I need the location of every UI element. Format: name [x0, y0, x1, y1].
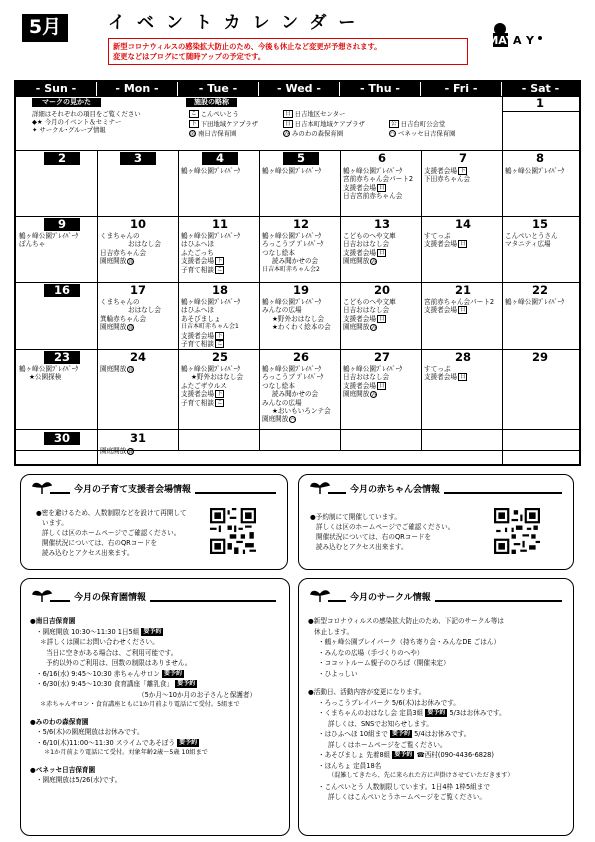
day-1: 1: [535, 96, 544, 110]
day-5: 5: [283, 152, 319, 165]
hoikuen-title: 今月の保育園情報: [70, 593, 150, 603]
day-27: 27: [373, 350, 390, 364]
weekday-fri: - Fri -: [421, 82, 502, 96]
day-10: 10: [129, 217, 146, 231]
day-18: 18: [211, 283, 228, 297]
events-day-28: すてっぷ 支援者会場 日: [424, 365, 466, 382]
facility-hiyoshi-honcho: 日 日吉本町地域ケアプラザ: [285, 120, 365, 128]
events-day-27: 鶴ヶ峰公園ﾌﾟﾚｲﾊﾟｰｸ 日吉おはなし会 支援者会場 日 園庭開放 み: [343, 365, 403, 399]
legend-line-2: ◆★ 今月のイベント＆セミナー: [32, 118, 122, 126]
day-16: 16: [44, 284, 80, 297]
weekday-sat: - Sat -: [502, 82, 579, 96]
logo-letter-m: MAY: [487, 34, 514, 47]
events-day-23: 鶴ヶ峰公園ﾌﾟﾚｲﾊﾟｰｸ ★公園探検: [19, 365, 79, 382]
facilities-title: 施設の略称: [186, 98, 237, 107]
day-30: 30: [44, 432, 80, 445]
day-4: 4: [202, 152, 238, 165]
notice-box: [108, 38, 468, 65]
weekday-wed: - Wed -: [259, 82, 340, 96]
day-15: 15: [531, 217, 548, 231]
facility-hiyoshi-center: 日 日吉地区センター: [285, 110, 346, 118]
kosodate-title: 今月の子育て支援者会場情報: [70, 485, 195, 495]
day-11: 11: [211, 217, 228, 231]
day-8: 8: [535, 151, 544, 165]
month-badge: 5月: [22, 14, 68, 42]
events-day-12: 鶴ヶ峰公園ﾌﾟﾚｲﾊﾟｰｸ ろっこうブ ﾌﾟﾚｲﾊﾟｰｸ つなし絵本 読み聞かせの会 日吉本町赤ちゃん会2: [262, 232, 324, 273]
legend-line-3: ✦ サークル･グループ情報: [32, 126, 106, 134]
day-24: 24: [129, 350, 146, 364]
events-day-21: 宮前赤ちゃん会パート2 支援者会場 日: [424, 298, 495, 315]
events-day-11: 鶴ヶ峰公園ﾌﾟﾚｲﾊﾟｰｸ はひふへほ ふたごっち 支援者会場 下 子育て相談 こ: [181, 232, 241, 274]
akachan-body: ●予約制にて開催しています。 詳しくは区のホームページでご確認ください。 開催状況については、右のQRコードを 読み込むとアクセス出来ます。: [310, 513, 455, 551]
day-31: 31: [129, 431, 146, 445]
day-23: 23: [44, 351, 80, 364]
hoikuen-body: ●南日吉保育園 ・園庭開放 10:30～11:30 1日5組 要予約 ＊詳しくは園にお問い合わせください。 当日に空きがある場合は、ご利用可能です。 予約以外のご利用は、回数の制限はありません。 ・6/16(水) 9:45～10:30 赤ちゃんサロン 要予約 ・6/30(水) 9:45～10:30 食育講座「離乳食」 要予約 （5か月～10か月のお子さんと保護者） ＊赤ちゃんサロン・食育講座ともに1か月前より電話にて受付。5組まで ●みのわの森保育園 ・5/6(木)の園庭開放はお休みです。 ・6/10(木)11:00～11:30 スライムであそぼう 要予約 ＊1か月前より電話にて受付。対象年齢2歳～5歳 10組まで ●ベネッセ日吉保育園 ・園庭開放は5/26(水)です。: [30, 617, 257, 784]
day-7: 7: [458, 151, 467, 165]
legend-title: マークの見かた: [32, 98, 101, 107]
events-day-9: 鶴ヶ峰公園ﾌﾟﾚｲﾊﾟｰｸ ぽんちゃ: [19, 232, 79, 249]
notice-line-1: 新型コロナウィルスの感染拡大防止のため、今後も休止など変更が予想されます。: [113, 42, 382, 51]
facility-shimoda: 下 下田地域ケアプラザ: [191, 120, 259, 128]
events-day-10: くまちゃんの おはなし会 日吉赤ちゃん会 園庭開放 南: [100, 232, 161, 266]
events-day-24: 園庭開放 南: [100, 365, 134, 373]
events-day-14: すてっぷ 支援者会場 日: [424, 232, 466, 249]
weekday-mon: - Mon -: [97, 82, 178, 96]
day-28: 28: [454, 350, 471, 364]
events-day-17: くまちゃんの おはなし会 箕輪赤ちゃん会 園庭開放 南: [100, 298, 161, 332]
facility-konpeito: こ こんぺいとう: [191, 110, 239, 118]
weekday-thu: - Thu -: [340, 82, 421, 96]
phone-icon: ☎: [416, 751, 425, 759]
events-day-20: こどものへや文庫 日吉おはなし会 支援者会場 日 園庭開放 み: [343, 298, 396, 332]
svg-text:A: A: [513, 34, 522, 47]
sprout-icon: [310, 588, 330, 602]
may-logo: [487, 20, 550, 50]
facility-minowa: み みのわの森保育園: [284, 129, 344, 138]
weekday-sun: - Sun -: [16, 82, 97, 96]
events-day-18: 鶴ヶ峰公園ﾌﾟﾚｲﾊﾟｰｸ はひふへほ あそびましょ 日吉本町赤ちゃん会1 支援者会場 下 子育て相談 こ: [181, 298, 241, 348]
qr-code-kosodate[interactable]: [210, 508, 256, 554]
events-day-6: 鶴ヶ峰公園ﾌﾟﾚｲﾊﾟｰｸ 宮前赤ちゃん会パート2 支援者会場 日 日吉宮前赤ちゃん会: [343, 167, 414, 201]
day-21: 21: [454, 283, 471, 297]
events-day-26: 鶴ヶ峰公園ﾌﾟﾚｲﾊﾟｰｸ ろっこうブ ﾌﾟﾚｲﾊﾟｰｸ つなし絵本 読み聞かせの会 みんなの広場 ★おいもいろンテ会 園庭開放 ベ: [262, 365, 331, 424]
day-3: 3: [120, 152, 156, 165]
legend-line-1: 詳細はそれぞれの項目をご覧ください: [32, 110, 141, 118]
circle-title: 今月のサークル情報: [346, 593, 435, 603]
events-day-22: 鶴ヶ峰公園ﾌﾟﾚｲﾊﾟｰｸ: [505, 298, 565, 306]
day-14: 14: [454, 217, 471, 231]
qr-code-akachan[interactable]: [494, 508, 540, 554]
facility-minami-hiyoshi: 南 南日吉保育園: [190, 129, 237, 138]
events-day-15: こんぺいとうさん マタニティ広場: [505, 232, 558, 249]
akachan-title: 今月の赤ちゃん会情報: [346, 485, 444, 495]
notice-line-2: 変更などはブログにて随時アップの予定です。: [113, 51, 266, 61]
kosodate-body: ●密を避けるため、人数制限などを設けて再開して います。 詳しくは区のホームページでご確認ください。 開催状況については、右のQRコードを 読み込むとアクセス出来ます。: [36, 509, 187, 557]
sprout-icon: [32, 588, 52, 602]
events-day-8: 鶴ヶ峰公園ﾌﾟﾚｲﾊﾟｰｸ: [505, 167, 565, 175]
events-day-13: こどものへや文庫 日吉おはなし会 支援者会場 日 園庭開放 み: [343, 232, 396, 266]
sprout-icon: [310, 480, 330, 494]
events-day-19: 鶴ヶ峰公園ﾌﾟﾚｲﾊﾟｰｸ みんなの広場 ★野外おはなし会 ★わくわく絵本の会: [262, 298, 331, 332]
day-2: 2: [44, 152, 80, 165]
weekday-tue: - Tue -: [178, 82, 259, 96]
day-13: 13: [373, 217, 390, 231]
events-day-4: 鶴ヶ峰公園ﾌﾟﾚｲﾊﾟｰｸ: [181, 167, 241, 175]
day-17: 17: [129, 283, 146, 297]
events-day-31: 園庭開放 南: [100, 447, 134, 455]
facility-benesse: ベ ベネッセ日吉保育園: [390, 129, 456, 138]
facility-kokaido: 公 日吉台町公会堂: [391, 120, 446, 128]
day-29: 29: [531, 350, 548, 364]
day-25: 25: [211, 350, 228, 364]
calendar-grid: [14, 80, 581, 466]
circle-body: ●新型コロナウィルスの感染拡大防止のため、下記のサークル等は 休止します。 ・鶴ヶ峰公園プレイパーク（持ち寄り会・みんなDE ごはん） ・みんなの広場（手づくりのへや） ・ココットルーム親子のひろば（開催未定） ・ひよっしい ●活動日、活動内容が変更になります。 ・ろっこうプレイパーク 5/6(木)はお休みです。 ・くまちゃんのおはなし会 定員3組 要予約 5/3はお休みです。 詳しくは、SNSでお知らせします。 ・はひふへほ 10組まで 要予約 5/4はお休みです。 詳しくはホームページをご覧ください。 ・あそびましょ 先着8組 要予約 ☎西村(090-4436-6828) ・ほんちょ 定員18名 （混雑してきたら、先に来られた方に声掛けさせていただきます） ・こんぺいとう 人数制限しています。1日4枠 1枠5組まで 詳しくはこんぺいとうホームページをご覧ください。: [308, 617, 514, 801]
legend: [32, 110, 141, 134]
day-6: 6: [377, 151, 386, 165]
day-22: 22: [531, 283, 548, 297]
day-26: 26: [292, 350, 309, 364]
svg-text:Y: Y: [526, 34, 534, 47]
events-day-5: 鶴ヶ峰公園ﾌﾟﾚｲﾊﾟｰｸ: [262, 167, 322, 175]
day-20: 20: [373, 283, 390, 297]
events-day-7: 支援者会場 下 下田赤ちゃん会: [424, 167, 471, 184]
sprout-icon: [32, 480, 52, 494]
events-day-25: 鶴ヶ峰公園ﾌﾟﾚｲﾊﾟｰｸ ★野外おはなし会 ふたごザウルス 支援者会場 下 子育て相談 こ: [181, 365, 244, 407]
day-9: 9: [44, 218, 80, 231]
page-title: イベントカレンダー: [108, 13, 368, 33]
day-12: 12: [292, 217, 309, 231]
day-19: 19: [292, 283, 309, 297]
